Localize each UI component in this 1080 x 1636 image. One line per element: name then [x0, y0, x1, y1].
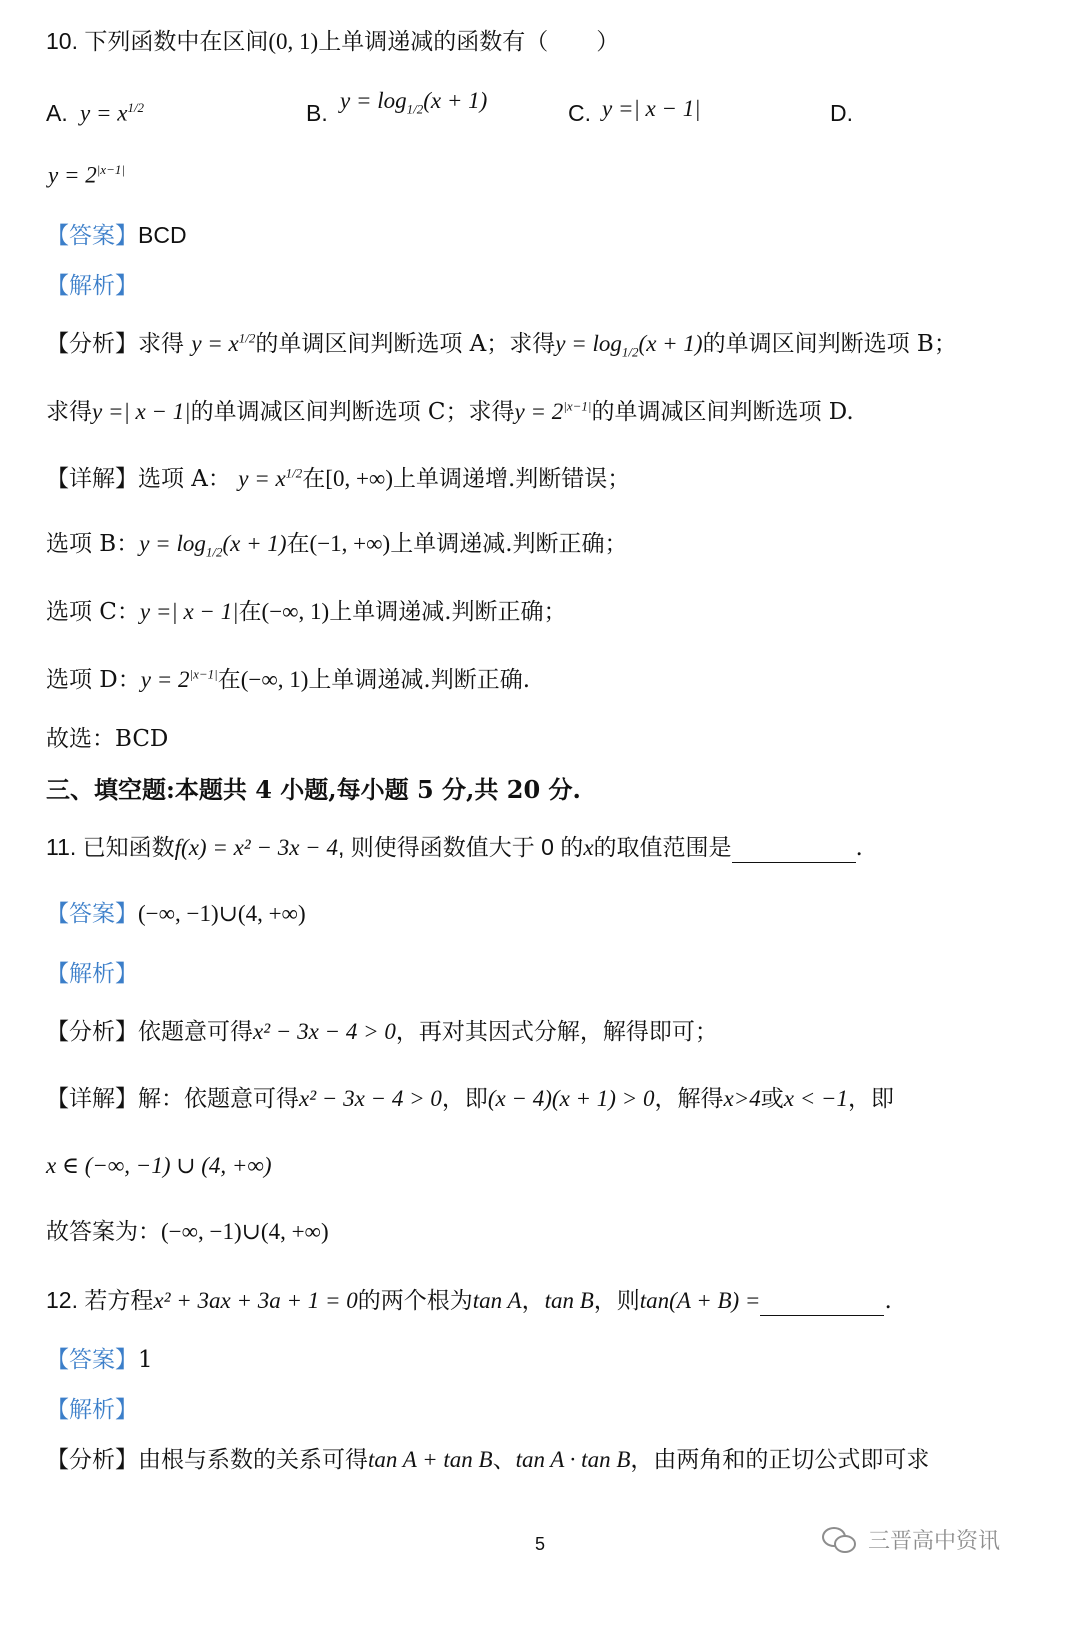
answer-blank — [732, 842, 856, 863]
q10-detail-b: 选项 B：$y = \log_{1/2}(x + 1)$在(−1, +∞)上单调递减.判断正确； — [46, 531, 628, 560]
q10-stem: 10. 下列函数中在区间(0, 1)上单调递减的函数有（ ） — [46, 28, 620, 54]
q10-option-b-label: B. — [306, 100, 328, 126]
q12-analysis: 【分析】由根与系数的关系可得tan A + tan B、tan A · tan B，由两角和的正切公式即可求 — [46, 1447, 930, 1473]
q10-detail-c: 选项 C：y =| x − 1|在(−∞, 1)上单调递减.判断正确； — [46, 599, 567, 625]
q10-jiexi-tag: 【解析】 — [46, 272, 138, 298]
section-heading: 三、填空题:本题共 4 小题,每小题 5 分,共 20 分. — [46, 775, 581, 804]
page-number: 5 — [534, 1534, 545, 1554]
q11-jiexi-tag: 【解析】 — [46, 960, 138, 986]
q10-detail-a: 【详解】选项 A： $y = x^{1/2}$在[0, +∞)上单调递增.判断错误； — [46, 465, 631, 492]
wechat-watermark: 三晋高中资讯 — [822, 1524, 1000, 1555]
q10-option-d: $y = 2^{|x-1|}$ — [48, 162, 125, 188]
q12-answer: 【答案】1 — [46, 1346, 153, 1373]
q12-stem: 12. 若方程x² + 3ax + 3a + 1 = 0的两个根为tan A，tan B，则tan(A + B) = . — [46, 1287, 892, 1314]
q11-detail: 【详解】解：依题意可得x² − 3x − 4 > 0，即(x − 4)(x + 1) > 0，解得x>4或x < −1，即 — [46, 1086, 894, 1112]
q10-option-b: $y = \log_{1/2}(x + 1)$ — [340, 88, 488, 117]
q10-option-d-label: D. — [830, 100, 853, 126]
answer-blank — [760, 1295, 884, 1316]
q11-stem: 11. 已知函数f(x) = x² − 3x − 4, 则使得函数值大于 0 的x的取值范围是 . — [46, 834, 863, 861]
q10-option-c: y =| x − 1| — [602, 96, 701, 121]
q10-answer: 【答案】BCD — [46, 222, 187, 248]
q10-option-a-label: A. — [46, 100, 68, 126]
q11-analysis: 【分析】依题意可得x² − 3x − 4 > 0，再对其因式分解，解得即可； — [46, 1019, 718, 1045]
q11-answer: 【答案】(−∞, −1)∪(4, +∞) — [46, 900, 306, 926]
q10-analysis-line2: 求得y =| x − 1|的单调减区间判断选项 C；求得$y = 2^{|x-1|}$的单调减区间判断选项 D. — [46, 398, 854, 425]
q10-option-a: $y = x^{1/2}$ — [80, 100, 145, 126]
q10-conclusion: 故选：BCD — [46, 726, 169, 752]
q11-detail-line2: x ∈ (−∞, −1) ∪ (4, +∞) — [46, 1153, 272, 1178]
q11-conclusion: 故答案为：(−∞, −1)∪(4, +∞) — [46, 1219, 329, 1245]
q10-option-c-label: C. — [568, 100, 591, 126]
q10-detail-d: 选项 D：$y = 2^{|x-1|}$在(−∞, 1)上单调递减.判断正确. — [46, 666, 531, 693]
q12-jiexi-tag: 【解析】 — [46, 1396, 138, 1422]
q10-analysis-line1: 【分析】求得 $y = x^{1/2}$的单调区间判断选项 A；求得$y = \log_{1/2}(x + 1)$的单调区间判断选项 B； — [46, 330, 957, 360]
